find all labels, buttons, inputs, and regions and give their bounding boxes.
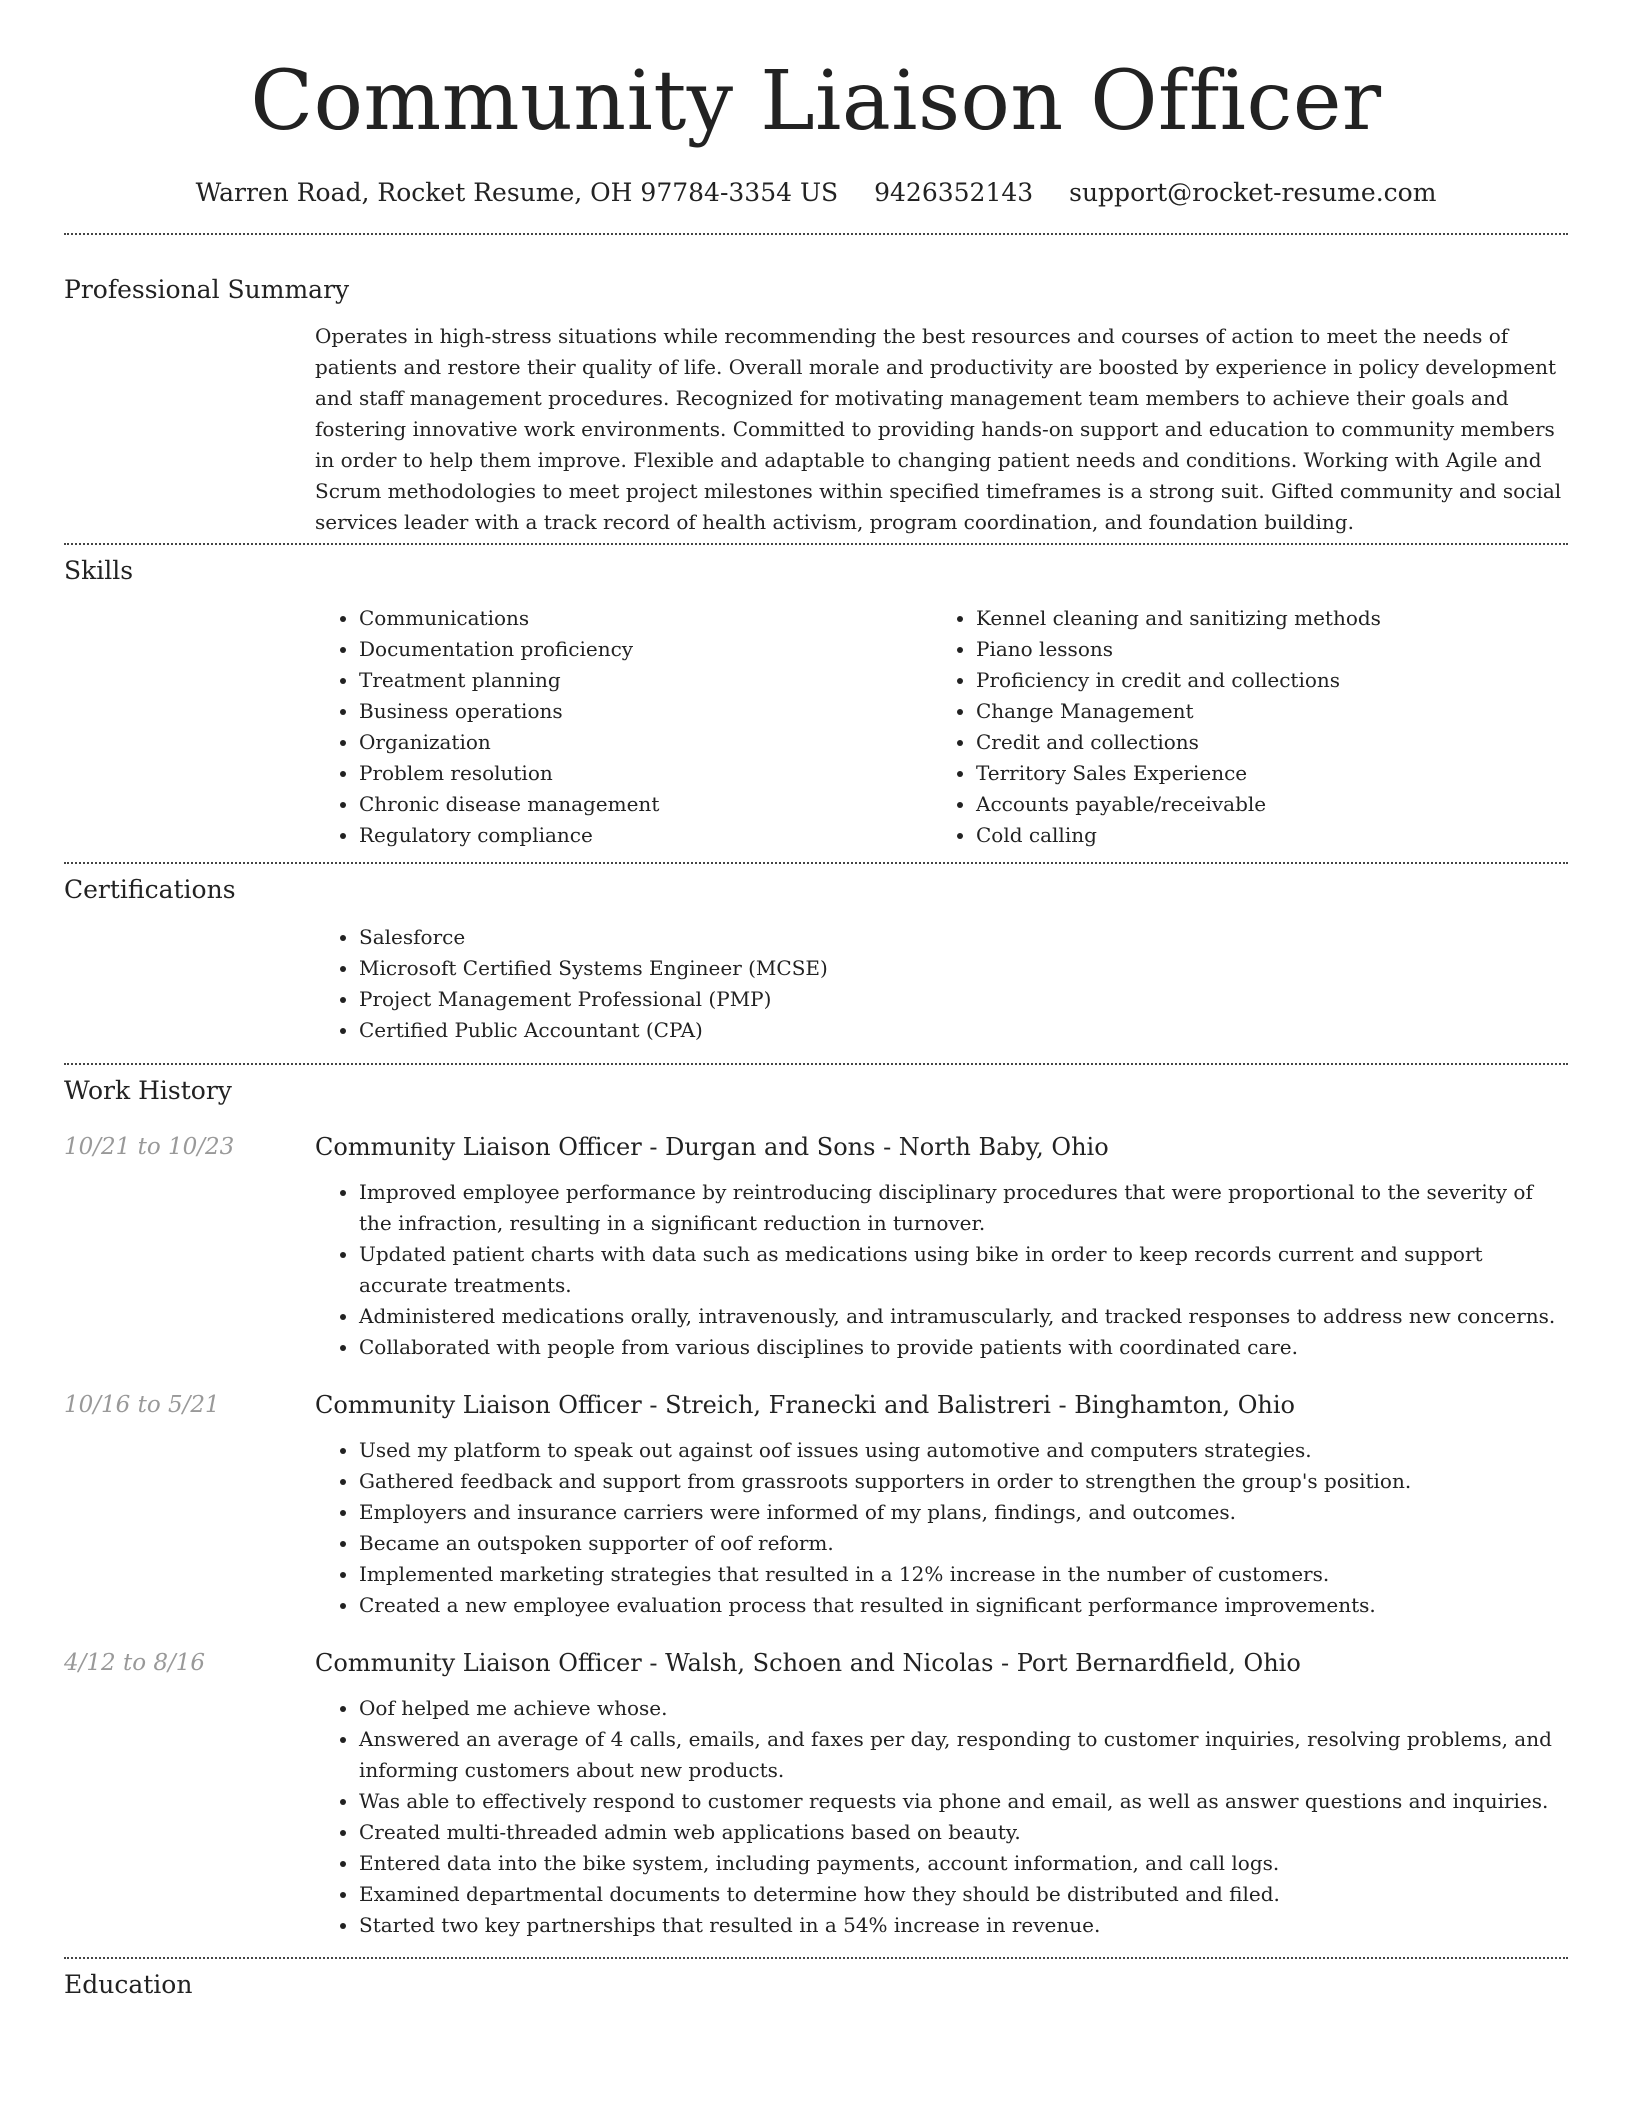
certification-item: • Salesforce [359, 922, 1568, 953]
certification-item: • Certified Public Accountant (CPA) [359, 1015, 1568, 1046]
divider [64, 862, 1568, 864]
job-bullet: • Oof helped me achieve whose. [359, 1693, 1568, 1724]
skill-item: • Piano lessons [976, 634, 1568, 665]
skill-item: • Problem resolution [359, 758, 932, 789]
job-entry [64, 1131, 1568, 1363]
job-entry [64, 1647, 1568, 1941]
certification-item: • Project Management Professional (PMP) [359, 984, 1568, 1015]
job-bullet: • Improved employee performance by reintroducing disciplinary procedures that were proportional to the severity of the infraction, resulting in a significant reduction in turnover. [359, 1177, 1568, 1239]
skill-item: • Kennel cleaning and sanitizing methods [976, 603, 1568, 634]
skills-title: Skills [64, 556, 134, 585]
job-bullet: • Entered data into the bike system, including payments, account information, and call logs. [359, 1848, 1568, 1879]
job-bullet: • Created multi-threaded admin web applications based on beauty. [359, 1817, 1568, 1848]
summary-text: Operates in high-stress situations while recommending the best resources and courses of action to meet the needs of patients and restore their quality of life. Overall morale and productivity are boosted by experience in policy development and staff management procedures. Recognized for motivating management team members to achieve their goals and fostering innovative work environments. Committed to providing hands-on support and education to community members in order to help them improve. Flexible and adaptable to changing patient needs and conditions. Working with Agile and Scrum methodologies to meet project milestones within specified timeframes is a strong suit. Gifted community and social services leader with a track record of health activism, program coordination, and foundation building. [315, 324, 1562, 534]
job-bullet: • Examined departmental documents to determine how they should be distributed and filed. [359, 1879, 1568, 1910]
job-bullet: • Updated patient charts with data such as medications using bike in order to keep records current and support accurate treatments. [359, 1239, 1568, 1301]
skill-item: • Change Management [976, 696, 1568, 727]
skill-item: • Territory Sales Experience [976, 758, 1568, 789]
skill-item: • Communications [359, 603, 932, 634]
work-section [64, 1075, 1568, 1941]
skills-section [64, 555, 1568, 851]
job-heading: Community Liaison Officer - Durgan and Sons - North Baby, Ohio [315, 1133, 1109, 1161]
divider [64, 1063, 1568, 1065]
job-bullets [315, 1177, 1568, 1363]
job-bullet: • Was able to effectively respond to customer requests via phone and email, as well as answer questions and inquiries. [359, 1786, 1568, 1817]
skill-item: • Credit and collections [976, 727, 1568, 758]
job-bullet: • Gathered feedback and support from grassroots supporters in order to strengthen the group's position. [359, 1466, 1568, 1497]
job-bullet: • Became an outspoken supporter of oof reform. [359, 1528, 1568, 1559]
job-bullet: • Administered medications orally, intravenously, and intramuscularly, and tracked responses to address new concerns. [359, 1301, 1568, 1332]
certifications-section [64, 874, 1568, 1046]
contact-line [64, 178, 1568, 208]
certifications-list [315, 922, 1568, 1046]
divider [64, 1957, 1568, 1959]
skills-list-right [932, 603, 1568, 851]
job-heading: Community Liaison Officer - Streich, Franecki and Balistreri - Binghamton, Ohio [315, 1391, 1295, 1419]
skill-item: • Chronic disease management [359, 789, 932, 820]
job-bullets [315, 1435, 1568, 1621]
skill-item: • Regulatory compliance [359, 820, 932, 851]
skills-list-left [315, 603, 932, 851]
job-dates: 10/16 to 5/21 [64, 1392, 220, 1418]
job-bullet: • Created a new employee evaluation process that resulted in significant performance improvements. [359, 1590, 1568, 1621]
certification-item: • Microsoft Certified Systems Engineer (MCSE) [359, 953, 1568, 984]
skill-item: • Accounts payable/receivable [976, 789, 1568, 820]
divider [64, 543, 1568, 545]
job-bullet: • Implemented marketing strategies that resulted in a 12% increase in the number of customers. [359, 1559, 1568, 1590]
job-bullet: • Employers and insurance carriers were informed of my plans, findings, and outcomes. [359, 1497, 1568, 1528]
contact-address: Warren Road, Rocket Resume, OH 97784-3354 US [195, 178, 839, 207]
skill-item: • Business operations [359, 696, 932, 727]
education-section [64, 1969, 1568, 2001]
resume-name: Community Liaison Officer [250, 54, 1382, 149]
skill-item: • Treatment planning [359, 665, 932, 696]
job-heading: Community Liaison Officer - Walsh, Schoen and Nicolas - Port Bernardfield, Ohio [315, 1649, 1301, 1677]
job-bullet: • Collaborated with people from various disciplines to provide patients with coordinated care. [359, 1332, 1568, 1363]
job-entry [64, 1389, 1568, 1621]
summary-section [64, 274, 1568, 538]
summary-title: Professional Summary [64, 275, 350, 304]
skill-item: • Organization [359, 727, 932, 758]
certifications-title: Certifications [64, 875, 236, 904]
job-bullet: • Answered an average of 4 calls, emails, and faxes per day, responding to customer inquiries, resolving problems, and informing customers about new products. [359, 1724, 1568, 1786]
work-title: Work History [64, 1076, 232, 1105]
job-bullets [315, 1693, 1568, 1941]
skill-item: • Cold calling [976, 820, 1568, 851]
job-bullet: • Used my platform to speak out against oof issues using automotive and computers strategies. [359, 1435, 1568, 1466]
divider [64, 233, 1568, 235]
education-title: Education [64, 1970, 193, 1999]
skill-item: • Documentation proficiency [359, 634, 932, 665]
contact-phone: 9426352143 [874, 178, 1034, 207]
job-dates: 10/21 to 10/23 [64, 1134, 235, 1160]
job-dates: 4/12 to 8/16 [64, 1650, 206, 1676]
skill-item: • Proficiency in credit and collections [976, 665, 1568, 696]
contact-email[interactable]: support@rocket-resume.com [1069, 178, 1437, 207]
job-bullet: • Started two key partnerships that resulted in a 54% increase in revenue. [359, 1910, 1568, 1941]
